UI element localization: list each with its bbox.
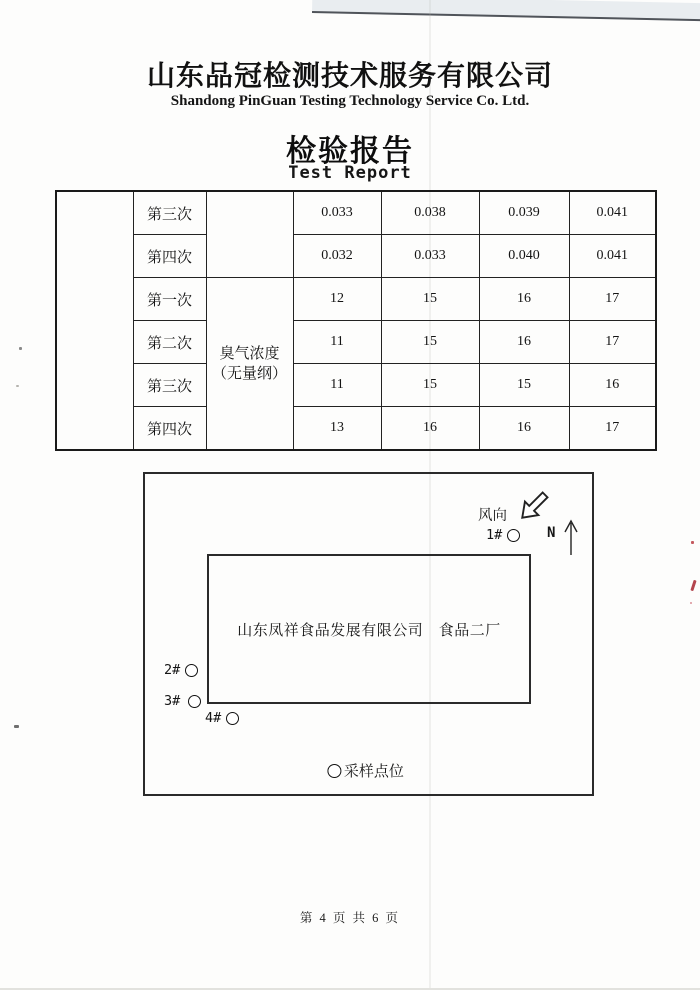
- table-cell-value: 16: [381, 407, 479, 451]
- legend-label: 采样点位: [343, 762, 404, 780]
- sampling-point-3: [164, 693, 201, 709]
- scan-speck: [690, 580, 696, 591]
- table-cell-value: 13: [293, 407, 381, 451]
- table-cell-value: 16: [479, 278, 569, 321]
- sampling-point-4: [205, 710, 239, 726]
- table-cell-trial: 第二次: [133, 321, 206, 364]
- scan-speck: [16, 385, 19, 387]
- sampling-point-3-label: 3#: [164, 693, 181, 709]
- parameter-name: 臭气浓度: [219, 345, 280, 362]
- north-arrow-icon: [563, 518, 579, 556]
- table-cell-value: 15: [381, 278, 479, 321]
- factory-outline: [207, 554, 531, 704]
- table-cell-value: 16: [479, 321, 569, 364]
- table-cell-value: 17: [569, 407, 656, 451]
- sampling-point-4-label: 4#: [205, 710, 222, 726]
- table-cell-value: 0.032: [293, 235, 381, 278]
- sampling-site-diagram: [143, 472, 594, 796]
- table-cell-value: 0.041: [569, 191, 656, 235]
- table-row: [56, 191, 656, 235]
- table-cell-value: 17: [569, 278, 656, 321]
- scan-speck: [14, 725, 19, 728]
- table-cell-value: 0.033: [381, 235, 479, 278]
- test-results-table: [55, 190, 657, 451]
- factory-label: 山东凤祥食品发展有限公司 食品二厂: [237, 620, 501, 639]
- sampling-point-2: [164, 662, 198, 678]
- table-cell-value: 15: [381, 364, 479, 407]
- table-cell-trial: 第一次: [133, 278, 206, 321]
- sample-point-icon: [327, 764, 341, 778]
- table-cell-parameter: [206, 278, 293, 451]
- table-cell-parameter-empty: [206, 191, 293, 278]
- company-name-english: Shandong PinGuan Testing Technology Service Co. Ltd.: [170, 93, 530, 109]
- north-compass: [547, 518, 579, 556]
- table-cell-value: 11: [293, 364, 381, 407]
- table-cell-trial: 第三次: [133, 364, 206, 407]
- sample-point-icon: [507, 529, 520, 542]
- table-cell-value: 12: [293, 278, 381, 321]
- table-row: [56, 407, 656, 451]
- company-name-chinese: 山东品冠检测技术服务有限公司: [146, 61, 553, 92]
- table-row: [56, 235, 656, 278]
- north-label: N: [547, 525, 556, 541]
- diagram-legend: [327, 760, 404, 781]
- wind-direction-label: 风向: [478, 508, 507, 524]
- scan-edge-artifact: [312, 0, 700, 21]
- sample-point-icon: [226, 712, 239, 725]
- report-title-chinese: 检验报告: [286, 135, 414, 168]
- table-cell-trial: 第四次: [133, 407, 206, 451]
- table-cell-value: 17: [569, 321, 656, 364]
- sample-point-icon: [185, 664, 198, 677]
- table-cell-value: 16: [479, 407, 569, 451]
- table-cell-value: 0.039: [479, 191, 569, 235]
- page-number: 第 4 页 共 6 页: [299, 911, 401, 925]
- table-cell-value: 0.040: [479, 235, 569, 278]
- scan-speck: [19, 347, 22, 350]
- table-cell-value: 15: [479, 364, 569, 407]
- sample-point-icon: [188, 695, 201, 708]
- table-cell-value: 16: [569, 364, 656, 407]
- table-cell-value: 0.041: [569, 235, 656, 278]
- table-cell-value: 0.038: [381, 191, 479, 235]
- sampling-point-1-label: 1#: [486, 527, 503, 543]
- scan-speck: [690, 602, 692, 604]
- table-cell-trial: 第四次: [133, 235, 206, 278]
- scan-speck: [691, 541, 694, 544]
- table-cell-trial: 第三次: [133, 191, 206, 235]
- table-row: [56, 321, 656, 364]
- table-cell-value: 15: [381, 321, 479, 364]
- table-row: [56, 278, 656, 321]
- table-cell-value: 11: [293, 321, 381, 364]
- report-title-english: Test Report: [288, 163, 412, 183]
- table-row: [56, 364, 656, 407]
- table-cell-value: 0.033: [293, 191, 381, 235]
- sampling-point-2-label: 2#: [164, 662, 181, 678]
- table-cell-blank: [56, 191, 133, 450]
- sampling-point-1: [486, 527, 520, 543]
- parameter-unit: （无量纲）: [211, 365, 287, 382]
